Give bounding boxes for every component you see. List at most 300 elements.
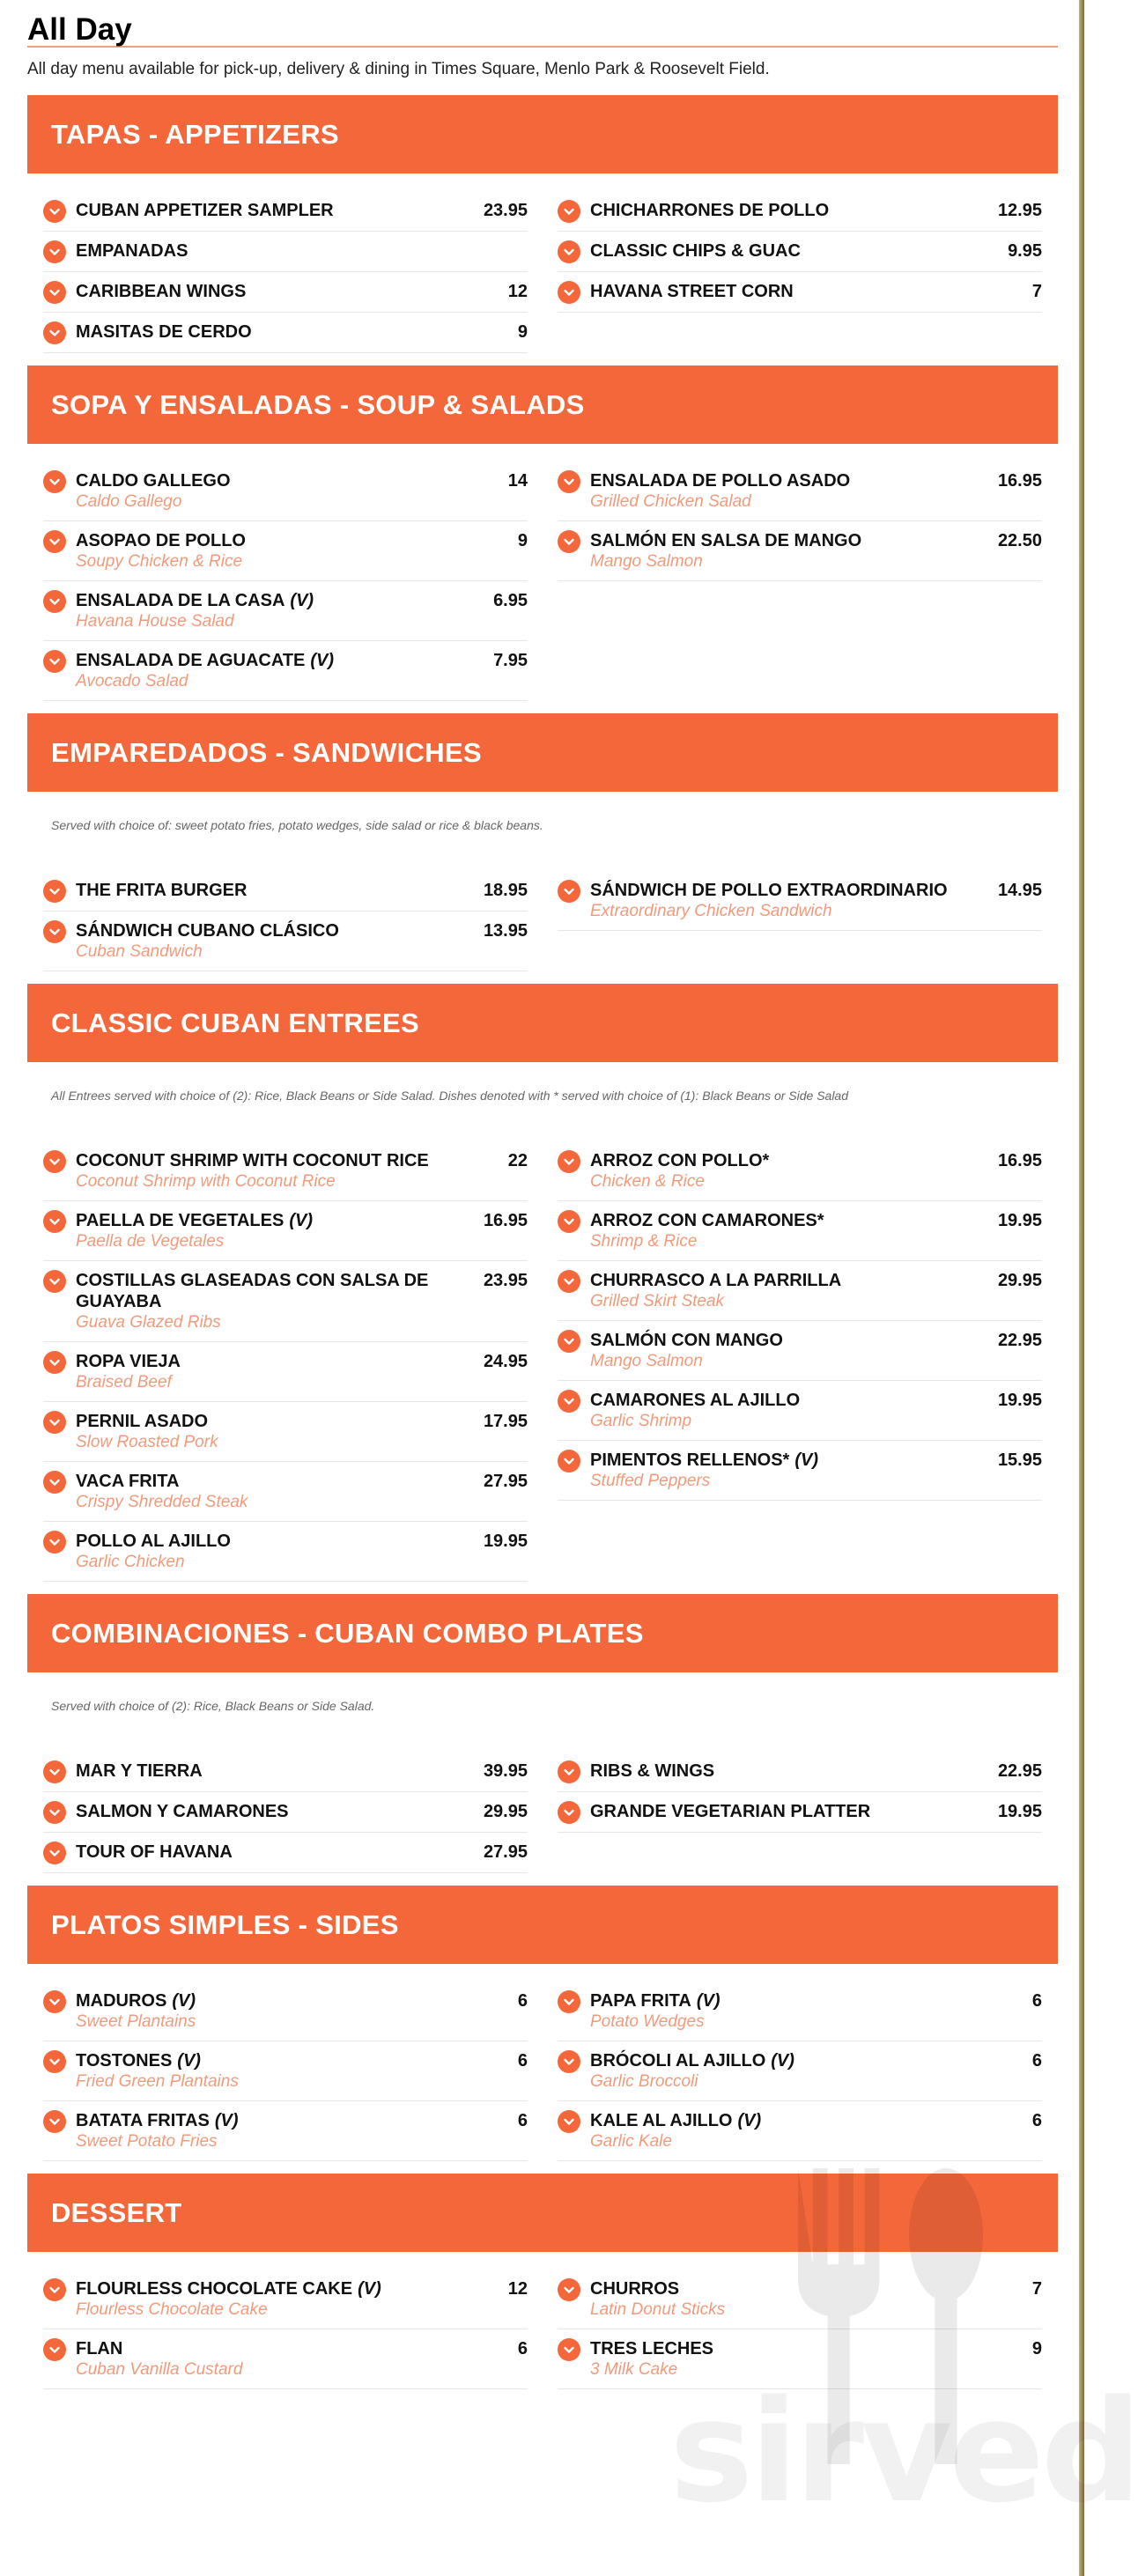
menu-item-price: 12: [507, 282, 528, 301]
menu-section: [27, 95, 1058, 365]
menu-item-name: [590, 2278, 679, 2299]
menu-item-name: [590, 1210, 824, 1231]
menu-item-body: [76, 1411, 528, 1453]
menu-item[interactable]: [43, 1462, 528, 1522]
menu-item-row: [76, 650, 528, 671]
menu-item[interactable]: [558, 1381, 1042, 1441]
section-columns: [27, 1964, 1058, 2161]
menu-item-body: [76, 1351, 528, 1393]
menu-item-name: [76, 200, 334, 221]
menu-item-name-text: ASOPAO DE POLLO: [76, 531, 246, 550]
menu-item-row: [590, 200, 1042, 221]
menu-item-name: [590, 240, 801, 262]
menu-item-description: Guava Glazed Ribs: [76, 1313, 221, 1332]
menu-item[interactable]: [558, 2041, 1042, 2101]
menu-column-right: [558, 2270, 1042, 2389]
menu-item[interactable]: [43, 1342, 528, 1402]
menu-item-row: [590, 1990, 1042, 2011]
chevron-down-icon[interactable]: [558, 1390, 580, 1413]
menu-item[interactable]: [43, 1261, 528, 1342]
menu-item-body: [590, 281, 1042, 302]
menu-item[interactable]: [558, 521, 1042, 581]
chevron-down-icon[interactable]: [43, 470, 66, 493]
menu-item[interactable]: [43, 2329, 528, 2389]
menu-item[interactable]: [43, 1201, 528, 1261]
menu-item-price: 27.95: [483, 1842, 528, 1862]
menu-item-body: [76, 281, 528, 302]
menu-item-body: [76, 2338, 528, 2380]
menu-item-name-text: MASITAS DE CERDO: [76, 322, 252, 342]
menu-item-description: Paella de Vegetales: [76, 1232, 225, 1251]
menu-item-row: [590, 2110, 1042, 2131]
menu-item[interactable]: [558, 1792, 1042, 1833]
chevron-down-icon[interactable]: [43, 321, 66, 344]
chevron-down-icon[interactable]: [43, 2050, 66, 2073]
menu-item-name-text: CALDO GALLEGO: [76, 471, 231, 491]
menu-item-name: [590, 1330, 783, 1351]
menu-item-price: 6.95: [493, 591, 528, 610]
menu-item[interactable]: [43, 1792, 528, 1833]
menu-item-price: 29.95: [483, 1802, 528, 1821]
menu-column-left: [43, 871, 528, 971]
menu-item-body: [590, 1760, 1042, 1782]
chevron-down-icon[interactable]: [558, 2050, 580, 2073]
menu-item-name-text: SALMON Y CAMARONES: [76, 1802, 289, 1821]
menu-item-price: 19.95: [997, 1391, 1042, 1410]
menu-item[interactable]: [558, 191, 1042, 232]
menu-item-name: [590, 880, 948, 901]
menu-item-body: [76, 2050, 528, 2093]
vegetarian-tag: (V): [172, 1991, 196, 2011]
menu-item[interactable]: [558, 2270, 1042, 2329]
menu-item-name: [76, 2110, 239, 2131]
menu-item-name: [76, 650, 334, 671]
section-note: Served with choice of: sweet potato fries, potato wedges, side salad or rice & black beans.: [51, 818, 543, 832]
menu-item-name-text: CLASSIC CHIPS & GUAC: [590, 241, 801, 261]
menu-item-description: Flourless Chocolate Cake: [76, 2300, 268, 2319]
menu-item-row: [76, 530, 528, 551]
section-banner: COMBINACIONES - CUBAN COMBO PLATES: [27, 1594, 1058, 1672]
chevron-down-icon[interactable]: [558, 240, 580, 263]
menu-item-name: [590, 200, 829, 221]
menu-item-name-text: MAR Y TIERRA: [76, 1761, 203, 1781]
section-banner: SOPA Y ENSALADAS - SOUP & SALADS: [27, 365, 1058, 444]
menu-item-description: Potato Wedges: [590, 2012, 705, 2031]
menu-item-name: [76, 240, 188, 262]
chevron-down-icon[interactable]: [558, 200, 580, 223]
menu-item-row: [590, 530, 1042, 551]
menu-item-name: [76, 2338, 122, 2359]
menu-item-name: [590, 2110, 761, 2131]
menu-item-body: [76, 1990, 528, 2033]
menu-item-name: [590, 2338, 713, 2359]
menu-item-price: 9: [517, 322, 528, 342]
section-columns: [27, 1734, 1058, 1873]
section-columns: [27, 173, 1058, 353]
menu-item-price: 24.95: [483, 1352, 528, 1371]
section-banner: TAPAS - APPETIZERS: [27, 95, 1058, 173]
section-spacer: [27, 353, 1058, 365]
menu-item[interactable]: [43, 1402, 528, 1462]
menu-item-row: [590, 1330, 1042, 1351]
chevron-down-icon[interactable]: [558, 1801, 580, 1824]
menu-section: [27, 1886, 1058, 2174]
section-banner: CLASSIC CUBAN ENTREES: [27, 984, 1058, 1062]
menu-item-body: [76, 321, 528, 343]
menu-item-row: [76, 2338, 528, 2359]
menu-item-price: 12: [507, 2279, 528, 2299]
menu-item-name: [590, 1390, 800, 1411]
chevron-down-icon[interactable]: [43, 590, 66, 613]
chevron-down-icon[interactable]: [43, 1842, 66, 1864]
chevron-down-icon[interactable]: [43, 1411, 66, 1434]
menu-item[interactable]: [43, 521, 528, 581]
menu-item[interactable]: [43, 1982, 528, 2041]
chevron-down-icon[interactable]: [43, 1531, 66, 1554]
menu-item-price: 6: [1031, 1991, 1042, 2011]
chevron-down-icon[interactable]: [43, 1150, 66, 1173]
chevron-down-icon[interactable]: [43, 920, 66, 943]
menu-item-description: Crispy Shredded Steak: [76, 1493, 248, 1511]
menu-item-price: 12.95: [997, 201, 1042, 220]
menu-item-name-text: FLOURLESS CHOCOLATE CAKE: [76, 2279, 353, 2299]
menu-item-name-text: CHICHARRONES DE POLLO: [590, 201, 830, 220]
menu-item-name-text: THE FRITA BURGER: [76, 881, 248, 900]
menu-item-price: 22.50: [997, 531, 1042, 550]
chevron-down-icon[interactable]: [558, 1270, 580, 1293]
menu-item-price: 22: [507, 1151, 528, 1170]
menu-item-name-text: EMPANADAS: [76, 241, 188, 261]
chevron-down-icon[interactable]: [558, 1450, 580, 1473]
menu-item-name: [590, 1150, 769, 1171]
menu-item-name-text: ROPA VIEJA: [76, 1352, 181, 1371]
watermark-text: sirved: [669, 2369, 1138, 2534]
menu-item-body: [76, 1760, 528, 1782]
menu-item-description: Extraordinary Chicken Sandwich: [590, 902, 832, 920]
menu-item-name-text: ENSALADA DE AGUACATE: [76, 651, 306, 670]
menu-item-name: [76, 470, 231, 491]
menu-item-row: [590, 1450, 1042, 1471]
chevron-down-icon[interactable]: [558, 281, 580, 304]
chevron-down-icon[interactable]: [558, 2338, 580, 2361]
menu-item[interactable]: [43, 1141, 528, 1201]
menu-item-body: [76, 1471, 528, 1513]
menu-item-price: 9: [517, 531, 528, 550]
menu-item-name-text: PIMENTOS RELLENOS*: [590, 1450, 790, 1470]
menu-item-price: 9: [1031, 2339, 1042, 2358]
menu-item[interactable]: [558, 1982, 1042, 2041]
menu-item-description: Chicken & Rice: [590, 1172, 705, 1191]
chevron-down-icon[interactable]: [558, 470, 580, 493]
menu-item[interactable]: [43, 313, 528, 353]
chevron-down-icon[interactable]: [558, 2110, 580, 2133]
menu-item-description: Fried Green Plantains: [76, 2072, 239, 2091]
menu-item-row: [590, 1150, 1042, 1171]
chevron-down-icon[interactable]: [558, 2278, 580, 2301]
menu-item[interactable]: [43, 191, 528, 232]
menu-item-name-text: SÁNDWICH CUBANO CLÁSICO: [76, 921, 339, 941]
menu-item-name-text: COCONUT SHRIMP WITH COCONUT RICE: [76, 1151, 429, 1170]
menu-item[interactable]: [558, 1441, 1042, 1501]
menu-sections: [27, 95, 1058, 2402]
menu-item[interactable]: [43, 641, 528, 701]
menu-item-body: [590, 1801, 1042, 1822]
menu-item-row: [76, 1351, 528, 1372]
menu-item[interactable]: [43, 461, 528, 521]
menu-item[interactable]: [558, 2101, 1042, 2161]
menu-item-price: 14.95: [997, 881, 1042, 900]
menu-item-body: [590, 2338, 1042, 2380]
menu-item-row: [590, 1390, 1042, 1411]
chevron-down-icon[interactable]: [43, 2278, 66, 2301]
menu-item[interactable]: [43, 272, 528, 313]
menu-item-name: [76, 1411, 208, 1432]
chevron-down-icon[interactable]: [558, 1150, 580, 1173]
chevron-down-icon[interactable]: [43, 1990, 66, 2013]
menu-item-name: [76, 1471, 179, 1492]
section-columns: [27, 2252, 1058, 2389]
chevron-down-icon[interactable]: [43, 1270, 66, 1293]
menu-item-body: [76, 1531, 528, 1573]
menu-item[interactable]: [558, 871, 1042, 931]
menu-item-price: 19.95: [997, 1802, 1042, 1821]
menu-item-name: [590, 281, 794, 302]
chevron-down-icon[interactable]: [558, 1760, 580, 1783]
vegetarian-tag: (V): [358, 2279, 381, 2299]
menu-item-name: [590, 530, 861, 551]
menu-item[interactable]: [558, 1321, 1042, 1381]
menu-item-row: [76, 590, 528, 611]
menu-item-row: [76, 1150, 528, 1171]
chevron-down-icon[interactable]: [558, 530, 580, 553]
title-divider: [27, 46, 1058, 48]
menu-item-price: 22.95: [997, 1331, 1042, 1350]
menu-item[interactable]: [43, 871, 528, 912]
chevron-down-icon[interactable]: [43, 1210, 66, 1233]
menu-item-price: 15.95: [997, 1450, 1042, 1470]
menu-item-name-text: ENSALADA DE LA CASA: [76, 591, 285, 610]
menu-item-name-text: PAPA FRITA: [590, 1991, 691, 2011]
menu-item-row: [76, 200, 528, 221]
menu-column-right: [558, 1982, 1042, 2161]
menu-item-body: [76, 650, 528, 692]
chevron-down-icon[interactable]: [43, 1801, 66, 1824]
menu-item[interactable]: [558, 1752, 1042, 1792]
menu-item-row: [590, 1801, 1042, 1822]
menu-item-body: [590, 880, 1042, 922]
chevron-down-icon[interactable]: [43, 1471, 66, 1494]
menu-column-left: [43, 2270, 528, 2389]
menu-item-name-text: FLAN: [76, 2339, 123, 2358]
menu-item-price: 19.95: [483, 1532, 528, 1551]
menu-item-name: [76, 1990, 196, 2011]
menu-column-left: [43, 1752, 528, 1873]
menu-column-right: [558, 1141, 1042, 1582]
section-banner: EMPAREDADOS - SANDWICHES: [27, 713, 1058, 792]
menu-item-body: [76, 200, 528, 221]
page-edge: [1079, 0, 1084, 2576]
menu-item-price: 27.95: [483, 1472, 528, 1491]
menu-item-name: [76, 530, 246, 551]
menu-item-body: [76, 1270, 528, 1333]
chevron-down-icon[interactable]: [43, 880, 66, 903]
menu-item-name: [76, 880, 247, 901]
menu-item-price: 17.95: [483, 1412, 528, 1431]
menu-item-description: Latin Donut Sticks: [590, 2300, 726, 2319]
menu-item-name: [590, 1450, 818, 1471]
menu-item-name-text: HAVANA STREET CORN: [590, 282, 794, 301]
menu-item-description: Caldo Gallego: [76, 492, 182, 511]
menu-item-name-text: VACA FRITA: [76, 1472, 180, 1491]
menu-item-description: Garlic Chicken: [76, 1553, 185, 1571]
menu-item-body: [590, 200, 1042, 221]
menu-item-name-text: ARROZ CON CAMARONES*: [590, 1211, 824, 1230]
menu-item[interactable]: [43, 2270, 528, 2329]
menu-item-row: [76, 2278, 528, 2299]
menu-item-name-text: KALE AL AJILLO: [590, 2111, 733, 2130]
menu-item[interactable]: [43, 2041, 528, 2101]
menu-item-body: [590, 2110, 1042, 2152]
chevron-down-icon[interactable]: [43, 530, 66, 553]
menu-item-price: 6: [1031, 2111, 1042, 2130]
menu-item-price: 7: [1031, 2279, 1042, 2299]
chevron-down-icon[interactable]: [558, 1210, 580, 1233]
menu-item-name: [590, 2050, 794, 2071]
menu-item-description: Mango Salmon: [590, 552, 703, 571]
menu-item-description: Garlic Kale: [590, 2132, 672, 2151]
menu-column-left: [43, 1141, 528, 1582]
chevron-down-icon[interactable]: [43, 1351, 66, 1374]
menu-item-name: [76, 590, 314, 611]
menu-item[interactable]: [43, 1752, 528, 1792]
chevron-down-icon[interactable]: [558, 880, 580, 903]
chevron-down-icon[interactable]: [43, 281, 66, 304]
menu-item-name-text: SALMÓN CON MANGO: [590, 1331, 783, 1350]
menu-item[interactable]: [43, 912, 528, 971]
menu-item-description: Braised Beef: [76, 1373, 172, 1391]
menu-item-description: Garlic Shrimp: [590, 1412, 692, 1430]
menu-item-row: [590, 880, 1042, 901]
menu-item[interactable]: [43, 1833, 528, 1873]
chevron-down-icon[interactable]: [43, 650, 66, 673]
menu-item[interactable]: [558, 272, 1042, 313]
menu-item-name-text: TOUR OF HAVANA: [76, 1842, 233, 1862]
menu-column-left: [43, 1982, 528, 2161]
menu-item-name-text: RIBS & WINGS: [590, 1761, 715, 1781]
menu-item[interactable]: [558, 461, 1042, 521]
menu-item-row: [76, 1210, 528, 1231]
section-note: Served with choice of (2): Rice, Black Beans or Side Salad.: [51, 1699, 375, 1713]
menu-item[interactable]: [43, 1522, 528, 1582]
section-spacer: [27, 1582, 1058, 1594]
menu-item-name: [76, 2278, 381, 2299]
menu-section: [27, 365, 1058, 713]
menu-item-name-text: ARROZ CON POLLO*: [590, 1151, 770, 1170]
menu-column-right: [558, 461, 1042, 701]
menu-item-description: Garlic Broccoli: [590, 2072, 698, 2091]
menu-item-row: [76, 1760, 528, 1782]
menu-item-description: Cuban Vanilla Custard: [76, 2360, 243, 2379]
menu-item-description: Grilled Skirt Steak: [590, 1292, 725, 1310]
chevron-down-icon[interactable]: [43, 2110, 66, 2133]
chevron-down-icon[interactable]: [43, 240, 66, 263]
menu-item-row: [590, 281, 1042, 302]
vegetarian-tag: (V): [794, 1450, 818, 1470]
menu-section: [27, 713, 1058, 984]
menu-item-price: 16.95: [997, 1151, 1042, 1170]
menu-item[interactable]: [558, 1201, 1042, 1261]
menu-item[interactable]: [558, 1261, 1042, 1321]
section-banner: PLATOS SIMPLES - SIDES: [27, 1886, 1058, 1964]
menu-item-row: [76, 1990, 528, 2011]
menu-item-name: [76, 1842, 233, 1863]
menu-item-body: [590, 1450, 1042, 1492]
menu-column-right: [558, 191, 1042, 353]
menu-item-description: Cuban Sandwich: [76, 942, 203, 961]
menu-item-price: 6: [1031, 2051, 1042, 2070]
vegetarian-tag: (V): [771, 2051, 794, 2070]
menu-item-description: Avocado Salad: [76, 672, 188, 690]
menu-item-body: [76, 1801, 528, 1822]
menu-item-name-text: TRES LECHES: [590, 2339, 714, 2358]
menu-item-price: 19.95: [997, 1211, 1042, 1230]
section-columns: [27, 853, 1058, 971]
menu-item-price: 7: [1031, 282, 1042, 301]
menu-item[interactable]: [43, 581, 528, 641]
menu-item-body: [76, 530, 528, 572]
chevron-down-icon[interactable]: [558, 1330, 580, 1353]
menu-section: [27, 1594, 1058, 1886]
chevron-down-icon[interactable]: [43, 2338, 66, 2361]
menu-item-body: [590, 530, 1042, 572]
menu-item-name-text: BATATA FRITAS: [76, 2111, 210, 2130]
menu-item-body: [76, 1842, 528, 1863]
menu-item-name-text: CARIBBEAN WINGS: [76, 282, 247, 301]
menu-item-row: [590, 2338, 1042, 2359]
chevron-down-icon[interactable]: [43, 1760, 66, 1783]
menu-item-price: 6: [517, 2051, 528, 2070]
menu-item[interactable]: [558, 1141, 1042, 1201]
menu-item-row: [76, 1531, 528, 1552]
chevron-down-icon[interactable]: [558, 1990, 580, 2013]
menu-section: [27, 2174, 1058, 2402]
menu-item[interactable]: [558, 2329, 1042, 2389]
chevron-down-icon[interactable]: [43, 200, 66, 223]
vegetarian-tag: (V): [290, 591, 314, 610]
menu-item-body: [76, 590, 528, 632]
menu-item-body: [76, 240, 528, 262]
menu-item-name: [76, 1270, 463, 1312]
menu-item[interactable]: [558, 232, 1042, 272]
menu-item-name-text: COSTILLAS GLASEADAS CON SALSA DE GUAYABA: [76, 1271, 429, 1311]
menu-column-left: [43, 191, 528, 353]
menu-item-body: [590, 1150, 1042, 1192]
menu-intro: All day menu available for pick-up, delivery & dining in Times Square, Menlo Park & Roosevelt Field.: [27, 60, 770, 78]
menu-item-row: [590, 1760, 1042, 1782]
menu-item-description: Shrimp & Rice: [590, 1232, 698, 1251]
menu-item-body: [76, 880, 528, 901]
menu-item-name-text: POLLO AL AJILLO: [76, 1532, 231, 1551]
menu-item-name-text: GRANDE VEGETARIAN PLATTER: [590, 1802, 871, 1821]
menu-column-left: [43, 461, 528, 701]
menu-item[interactable]: [43, 2101, 528, 2161]
menu-item[interactable]: [43, 232, 528, 272]
menu-item-name: [590, 1990, 720, 2011]
menu-item-price: 23.95: [483, 1271, 528, 1290]
page-title: All Day: [27, 12, 132, 47]
menu-item-row: [76, 880, 528, 901]
menu-item-name: [590, 1270, 841, 1291]
